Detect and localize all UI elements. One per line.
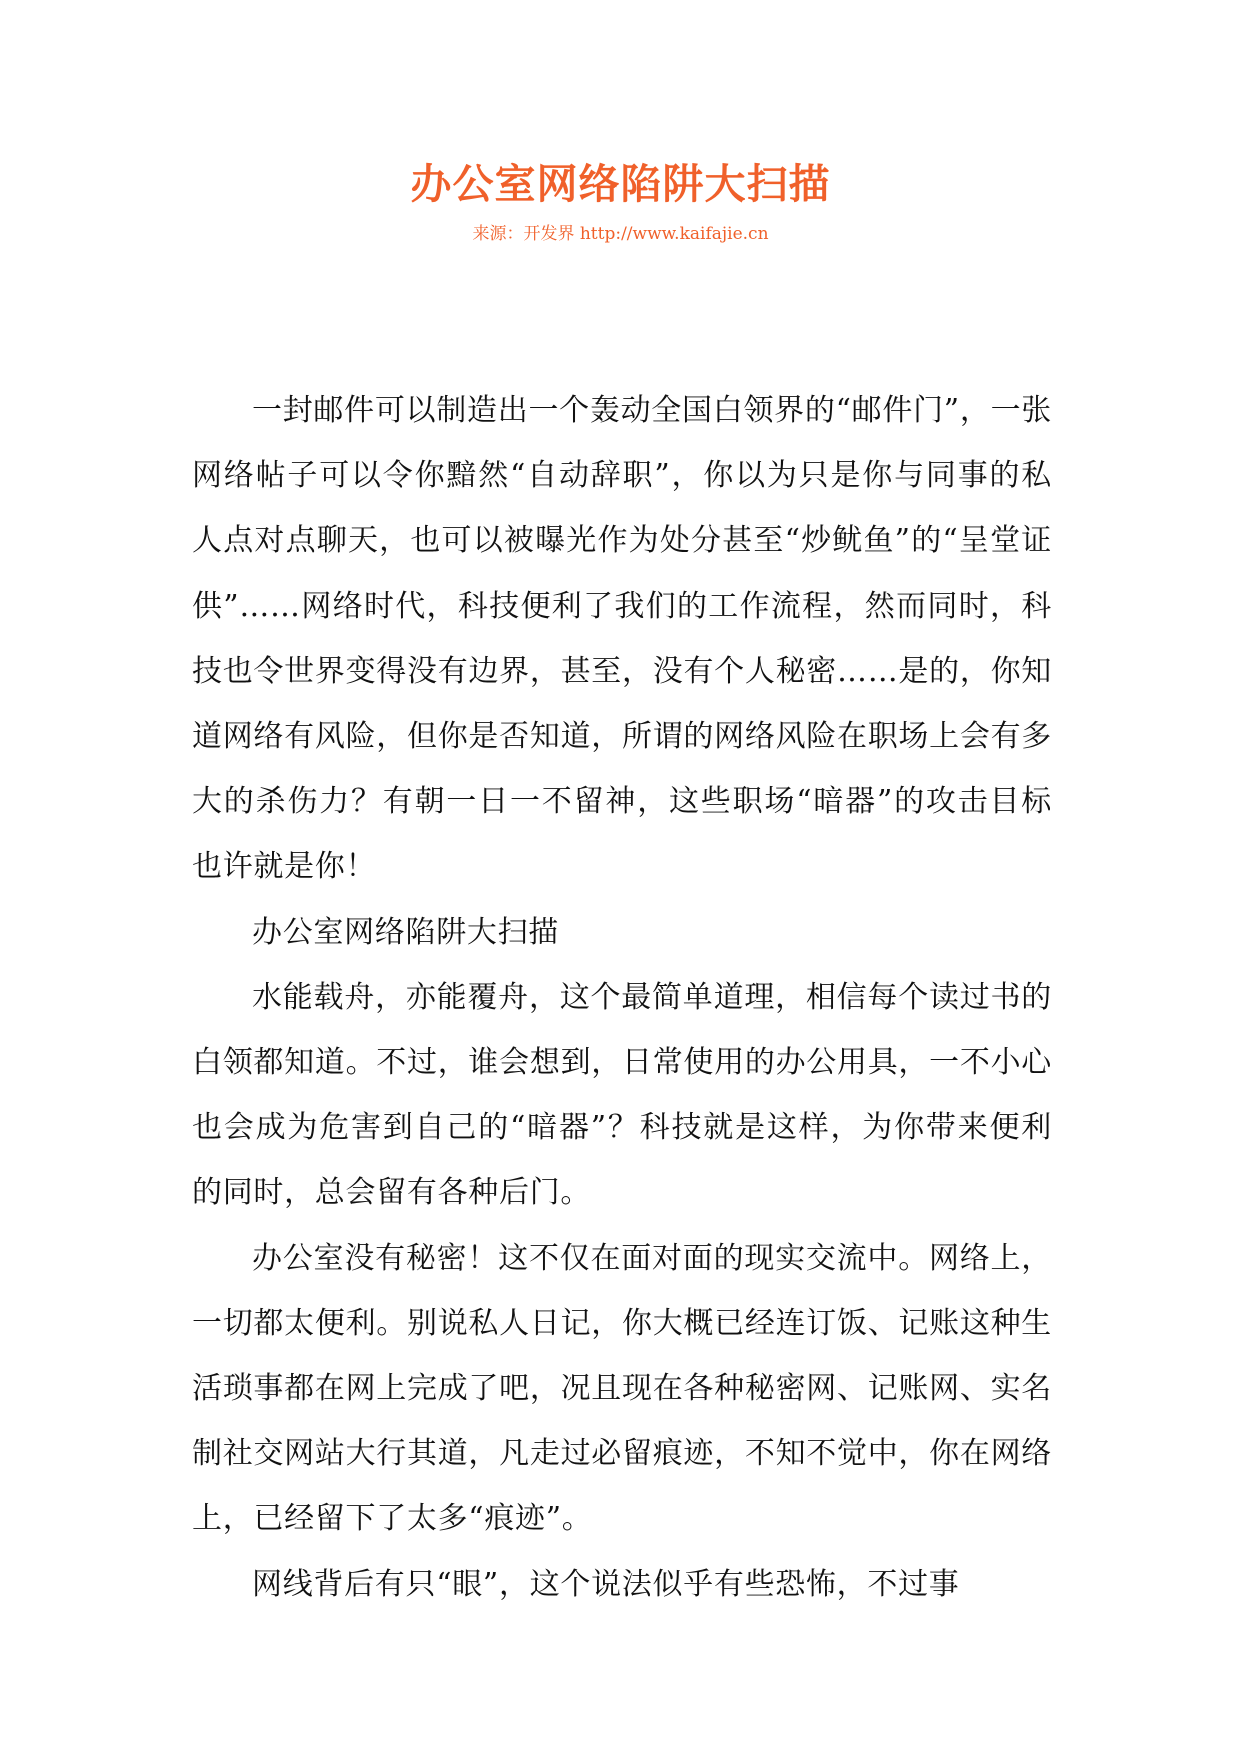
paragraph: 网线背后有只“眼”，这个说法似乎有些恐怖，不过事 xyxy=(252,1566,960,1602)
paragraph: 办公室没有秘密！这不仅在面对面的现实交流中。网络上，一切都太便利。别说私人日记，你大概已经连订饭、记账这种生活琐事都在网上完成了吧，况且现在各种秘密网、记账网、实名制社交网站大行其道，凡走过必留痕迹，不知不觉中，你在网络上，已经留下了太多“痕迹”。 xyxy=(192,1240,1052,1537)
paragraph: 办公室网络陷阱大扫描 xyxy=(252,914,559,950)
paragraph: 水能载舟，亦能覆舟，这个最简单道理，相信每个读过书的白领都知道。不过，谁会想到，日常使用的办公用具，一不小心也会成为危害到自己的“暗器”？科技就是这样，为你带来便利的同时，总会留有各种后门。 xyxy=(192,979,1052,1211)
page-title: 办公室网络陷阱大扫描 xyxy=(410,160,831,208)
article-body xyxy=(192,378,1052,1617)
paragraph: 一封邮件可以制造出一个轰动全国白领界的“邮件门”，一张网络帖子可以令你黯然“自动辞职”，你以为只是你与同事的私人点对点聊天，也可以被曝光作为处分甚至“炒鱿鱼”的“呈堂证供”……网络时代，科技便利了我们的工作流程，然而同时，科技也令世界变得没有边界，甚至，没有个人秘密……是的，你知道网络有风险，但你是否知道，所谓的网络风险在职场上会有多大的杀伤力？有朝一日一不留神，这些职场“暗器”的攻击目标也许就是你！ xyxy=(192,393,1052,885)
source-line: 来源：开发界 http://www.kaifajie.cn xyxy=(472,224,769,244)
